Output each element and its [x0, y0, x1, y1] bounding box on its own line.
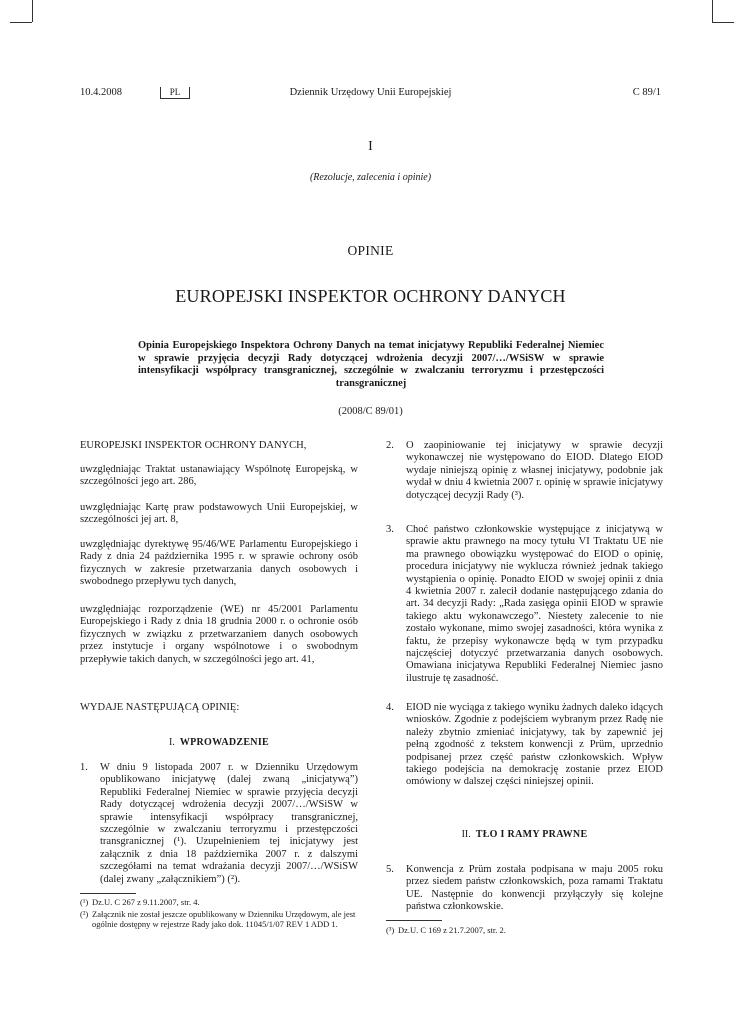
- paragraph-number: 1.: [80, 762, 88, 773]
- footnote: [80, 897, 358, 907]
- numbered-paragraph: [386, 524, 663, 685]
- crop-mark: [712, 22, 734, 23]
- language-badge: PL: [160, 87, 190, 99]
- paragraph-number: 3.: [386, 524, 394, 535]
- page-header: [80, 87, 661, 103]
- journal-title: Dziennik Urzędowy Unii Europejskiej: [289, 87, 452, 98]
- section-heading-number: II.: [461, 829, 471, 840]
- document-reference: (2008/C 89/01): [338, 406, 403, 417]
- institution-heading: EUROPEJSKI INSPEKTOR OCHRONY DANYCH: [175, 286, 566, 306]
- footnote: [386, 925, 663, 935]
- paragraph-number: 4.: [386, 702, 394, 713]
- paragraph-text: W dniu 9 listopada 2007 r. w Dzienniku Urzędowym opublikowano inicjatywę (dalej zwaną „inicjatywą”) Republiki Federalnej Niemiec w sprawie przyjęcia decyzji Rady dotyczącej wdrożenia decyzji 2007/…/WSiSW w sprawie intensyfikacji współpracy transgranicznej, szczególnie w zwalczaniu terroryzmu i przestępczości transgranicznej (¹). Uzupełnieniem tej inicjatywy jest załącznik z dnia 18 października 2007 r. z dalszymi szczegółami na temat wdrażania decyzji 2007/…/WSiSW (dalej zwany „załącznikiem”) (²).: [100, 762, 358, 885]
- left-column: [80, 440, 358, 940]
- section-subtitle: (Rezolucje, zalecenia i opinie): [309, 172, 432, 183]
- paragraph-number: 2.: [386, 440, 394, 451]
- footnote-mark: (¹): [80, 897, 89, 907]
- numbered-paragraph: [386, 702, 663, 789]
- crop-mark: [32, 0, 33, 22]
- section-number: I: [368, 139, 373, 154]
- page-number: C 89/1: [632, 87, 661, 98]
- section-title: OPINIE: [347, 243, 394, 258]
- footnote-separator: [80, 893, 136, 894]
- footnote-mark: (²): [80, 909, 89, 919]
- paragraph-text: O zaopiniowanie tej inicjatywy w sprawie decyzji wykonawczej nie występowano do EIOD. Dlatego EIOD wydaje niniejszą opinię z własnej inicjatywy, podobnie jak wydał w dniu 4 kwietnia 2007 r. opinię w sprawie inicjatywy dotyczącej decyzji Rady (³).: [406, 440, 663, 501]
- crop-mark: [712, 0, 713, 22]
- adopts-statement: WYDAJE NASTĘPUJĄCĄ OPINIĘ:: [80, 702, 240, 713]
- right-column: [386, 440, 663, 920]
- recital: uwzględniając Kartę praw podstawowych Unii Europejskiej, w szczególności jej art. 8,: [80, 502, 358, 526]
- recital: uwzględniając dyrektywę 95/46/WE Parlamentu Europejskiego i Rady z dnia 24 października 1995 r. w sprawie ochrony osób fizycznych w zakresie przetwarzania danych osobowych i swobodnego przepływu tych danych,: [80, 539, 358, 588]
- section-heading-text: WPROWADZENIE: [179, 737, 269, 748]
- footnote: [80, 909, 358, 929]
- numbered-paragraph: [386, 440, 663, 502]
- section-heading-background: [386, 829, 663, 841]
- publication-date: 10.4.2008: [80, 87, 122, 98]
- opinion-title: Opinia Europejskiego Inspektora Ochrony Danych na temat inicjatywy Republiki Federalnej Niemiec w sprawie przyjęcia decyzji Rady dotyczącej wdrożenia decyzji 2007/…/WSiSW w sprawie intensyfikacji współpracy transgranicznej, szczególnie w zwalczaniu terroryzmu i przestępczości transgranicznej: [138, 340, 604, 389]
- section-heading-text: TŁO I RAMY PRAWNE: [475, 829, 588, 840]
- section-heading-number: I.: [168, 737, 175, 748]
- recital: uwzględniając Traktat ustanawiający Wspólnotę Europejską, w szczególności jego art. 286,: [80, 464, 358, 488]
- recital: uwzględniając rozporządzenie (WE) nr 45/2001 Parlamentu Europejskiego i Rady z dnia 18 grudnia 2000 r. o ochronie osób fizycznych w związku z przetwarzaniem danych osobowych przez instytucje i organy wspólnotowe i o swobodnym przepływie takich danych, w szczególności jego art. 41,: [80, 604, 358, 665]
- numbered-paragraph: [80, 762, 358, 886]
- footnote-separator: [386, 920, 442, 921]
- paragraph-number: 5.: [386, 864, 394, 875]
- crop-mark: [10, 22, 32, 23]
- preamble-intro: EUROPEJSKI INSPEKTOR OCHRONY DANYCH,: [80, 440, 307, 451]
- footnote-mark: (³): [386, 925, 395, 935]
- numbered-paragraph: [386, 864, 663, 914]
- footnote-text: Dz.U. C 169 z 21.7.2007, str. 2.: [398, 925, 506, 935]
- paragraph-text: Konwencja z Prüm została podpisana w maju 2005 roku przez siedem państw członkowskich, poza ramami Traktatu UE. Następnie do konwencji przyłączyły się kolejne państwa członkowskie.: [406, 864, 663, 913]
- footnote-text: Załącznik nie został jeszcze opublikowany w Dzienniku Urzędowym, ale jest ogólnie dostępny w rejestrze Rady jako dok. 11045/1/07 REV 1 ADD 1.: [92, 909, 356, 929]
- paragraph-text: Choć państwo członkowskie występujące z inicjatywą w sprawie aktu prawnego na mocy tytułu VI Traktatu UE nie ma prawnego obowiązku występować do EIOD o opinię, procedura inicjatywy nie wyklucza również jednak takiego wystąpienia o opinię. Ponadto EIOD w swojej opinii z dnia 4 kwietnia 2007 r. zalecił dodanie następującego zdania do art. 34 decyzji Rady: „Rada zasięga opinii EIOD w sprawie takiego aktu wykonawczego”. Niestety zalecenie to nie zostało wykonane, mimo swojej zasadności, która wynika z faktu, że przepisy wykonawcze będą w tym przypadku najczęściej dotyczyć przetwarzania danych osobowych. Omawiana inicjatywa Republiki Federalnej Niemiec jasno ilustruje tę zasadność.: [406, 524, 663, 684]
- section-heading-introduction: [80, 737, 358, 749]
- paragraph-text: EIOD nie wyciąga z takiego wyniku żadnych daleko idących wniosków. Zgodnie z podejściem wybranym przez Radę nie należy zbytnio zmieniać inicjatywy, tak by zapewnić jej pełną zgodność z tekstem konwencji z Prüm, uprzednio podpisanej przez część państw członkowskich. Wpływ takiego podejścia na demokrację zostanie przez EIOD omówiony w dalszej części niniejszej opinii.: [406, 702, 663, 788]
- footnote-text: Dz.U. C 267 z 9.11.2007, str. 4.: [92, 897, 200, 907]
